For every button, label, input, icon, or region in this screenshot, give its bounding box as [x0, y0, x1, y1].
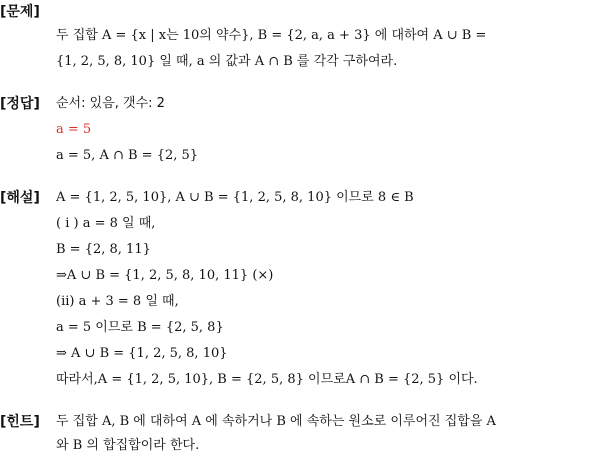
answer-second: a = 5, A ∩ B = {2, 5}	[56, 148, 199, 163]
solution-line: a = 5 이므로 B = {2, 5, 8}	[56, 320, 224, 335]
solution-line: B = {2, 8, 11}	[56, 242, 151, 257]
solution-line: ⇒ A ∪ B = {1, 2, 5, 8, 10}	[56, 346, 228, 361]
answer-label: [정답]	[0, 96, 40, 112]
solution-line: (ii) a + 3 = 8 일 때,	[56, 294, 179, 309]
answer-content	[56, 94, 586, 166]
solution-line: ⇒A ∪ B = {1, 2, 5, 8, 10, 11} (×)	[56, 268, 274, 283]
solution-line: A = {1, 2, 5, 10}, A ∪ B = {1, 2, 5, 8, 10} 이므로 8 ∈ B	[56, 190, 414, 205]
solution-line: ( i ) a = 8 일 때,	[56, 216, 156, 231]
solution-content	[56, 188, 586, 390]
hint-line-2: 와 B 의 합집합이라 한다.	[56, 438, 200, 453]
hint-label: [힌트]	[0, 414, 40, 430]
problem-line-1: 두 집합 A = {x | x는 10의 약수}, B = {2, a, a + 3} 에 대하여 A ∪ B =	[56, 28, 487, 43]
solution-line: 따라서,A = {1, 2, 5, 10}, B = {2, 5, 8} 이므로A ∩ B = {2, 5} 이다.	[56, 372, 478, 387]
problem-label: [문제]	[0, 4, 40, 20]
problem-content	[56, 26, 586, 72]
problem-line-2: {1, 2, 5, 8, 10} 일 때, a 의 값과 A ∩ B 를 각각 구하여라.	[56, 54, 398, 69]
hint-line-1: 두 집합 A, B 에 대하여 A 에 속하거나 B 에 속하는 원소로 이루어진 집합을 A	[56, 414, 496, 429]
answer-first: a = 5	[56, 122, 92, 137]
solution-label: [해설]	[0, 190, 40, 206]
answer-meta: 순서: 있음, 갯수: 2	[56, 96, 165, 111]
hint-content	[56, 412, 586, 456]
